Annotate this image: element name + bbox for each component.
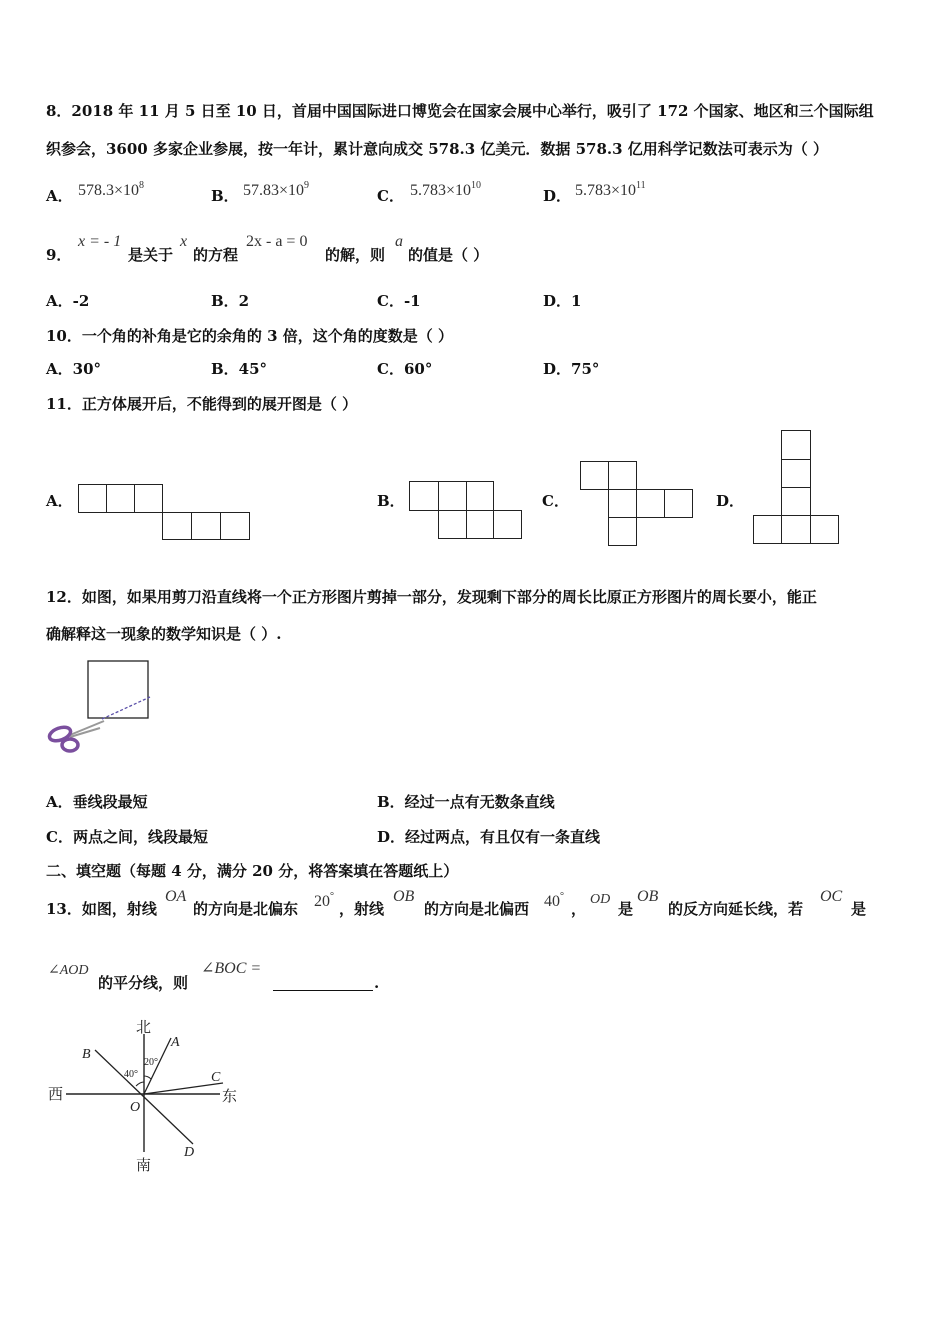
label-c: C bbox=[211, 1070, 221, 1085]
q11-option-b-label: B． bbox=[377, 492, 405, 510]
q13-text-num: 13．如图，射线 bbox=[46, 900, 157, 918]
q10-option-c: C．60° bbox=[377, 360, 433, 378]
q8-option-a-value: $578.3\times 10^8$ bbox=[78, 180, 145, 199]
net-b-square bbox=[438, 510, 467, 539]
net-d-square bbox=[810, 515, 839, 544]
q9-option-a: A．-2 bbox=[46, 292, 90, 310]
net-d-square bbox=[753, 515, 782, 544]
q13-period: . bbox=[374, 974, 380, 992]
q13-text-5: 是 bbox=[618, 900, 634, 918]
net-c-square bbox=[608, 461, 637, 490]
label-west: 西 bbox=[48, 1085, 64, 1103]
q13-math-20: 20° bbox=[314, 891, 334, 910]
section-heading: 二、填空题（每题 4 分，满分 20 分，将答案填在答题纸上） bbox=[46, 862, 459, 880]
q8-option-b-value: $57.83\times 10^9$ bbox=[243, 180, 310, 199]
net-d-square bbox=[781, 515, 811, 544]
label-south: 南 bbox=[136, 1156, 152, 1174]
q13-text-3: 的方向是北偏西 bbox=[424, 900, 530, 918]
label-east: 东 bbox=[222, 1087, 238, 1105]
q12-option-b: B．经过一点有无数条直线 bbox=[377, 793, 555, 811]
q13-text-1: 的方向是北偏东 bbox=[193, 900, 299, 918]
angle-arc-40 bbox=[136, 1082, 144, 1086]
net-d-square bbox=[781, 459, 811, 488]
q8-option-a-label: A． bbox=[46, 187, 73, 205]
net-b-square bbox=[438, 481, 467, 511]
net-d-square bbox=[781, 430, 811, 460]
net-a-square bbox=[78, 484, 107, 513]
net-d-square bbox=[781, 487, 811, 516]
net-b-square bbox=[409, 481, 439, 511]
net-c-square bbox=[636, 489, 665, 518]
net-a-square bbox=[162, 512, 192, 540]
q12-scissors-figure bbox=[40, 655, 160, 765]
q13-math-oa: OA bbox=[165, 888, 187, 905]
q9-math-a: a bbox=[395, 233, 403, 250]
q12-stem-line2: 确解释这一现象的数学知识是（ ）. bbox=[46, 625, 282, 643]
net-a-square bbox=[191, 512, 221, 540]
q13-math-angle-boc: ∠BOC = bbox=[201, 960, 262, 977]
q8-option-c-value: $5.783\times 10^{10}$ bbox=[410, 180, 482, 199]
q11-stem: 11．正方体展开后，不能得到的展开图是（ ） bbox=[46, 395, 358, 413]
q9-number: 9． bbox=[46, 246, 72, 264]
net-b-square bbox=[493, 510, 522, 539]
q11-option-a-label: A． bbox=[46, 492, 73, 510]
net-b-square bbox=[466, 481, 494, 511]
square-picture bbox=[88, 661, 148, 718]
q8-stem-line1: 8．2018 年 11 月 5 日至 10 日，首届中国国际进口博览会在国家会展中心举行，吸引了 172 个国家、地区和三个国际组 bbox=[46, 102, 874, 120]
q9-math-x: x bbox=[180, 233, 188, 250]
q13-text-6: 的反方向延长线，若 bbox=[668, 900, 804, 918]
q13-math-od: OD bbox=[590, 892, 611, 907]
q13-text-7: 是 bbox=[851, 900, 867, 918]
q13-text-8: 的平分线，则 bbox=[98, 974, 189, 992]
net-a-square bbox=[106, 484, 135, 513]
q10-stem: 10．一个角的补角是它的余角的 3 倍，这个角的度数是（ ） bbox=[46, 327, 453, 345]
label-d: D bbox=[184, 1145, 195, 1160]
label-angle-20: 20° bbox=[144, 1057, 158, 1068]
q12-option-d: D．经过两点，有且仅有一条直线 bbox=[377, 828, 601, 846]
cut-line bbox=[102, 697, 150, 719]
q9-text-2: 的方程 bbox=[193, 246, 239, 264]
net-a-square bbox=[134, 484, 163, 513]
q13-answer-blank[interactable] bbox=[273, 972, 373, 991]
q9-math-equation: 2x - a = 0 bbox=[246, 233, 308, 250]
label-o: O bbox=[130, 1100, 141, 1115]
q9-text-4: 的值是（ ） bbox=[408, 246, 489, 264]
q10-option-a: A．30° bbox=[46, 360, 102, 378]
q13-compass-figure bbox=[40, 1010, 250, 1180]
q13-math-ob: OB bbox=[393, 888, 415, 905]
q9-math-x-eq: x = - 1 bbox=[78, 233, 122, 250]
q10-option-b: B．45° bbox=[211, 360, 268, 378]
q10-option-d: D．75° bbox=[543, 360, 600, 378]
scissors-icon bbox=[48, 721, 104, 751]
q8-option-d-label: D． bbox=[543, 187, 572, 205]
q13-math-angle-aod: ∠AOD bbox=[48, 963, 89, 978]
q9-option-c: C．-1 bbox=[377, 292, 421, 310]
q11-option-c-label: C． bbox=[542, 492, 569, 510]
q9-text-3: 的解，则 bbox=[325, 246, 386, 264]
net-b-square bbox=[466, 510, 494, 539]
net-c-square bbox=[664, 489, 693, 518]
q9-text-1: 是关于 bbox=[128, 246, 174, 264]
net-c-square bbox=[608, 517, 637, 546]
q12-option-c: C．两点之间，线段最短 bbox=[46, 828, 208, 846]
net-a-square bbox=[220, 512, 250, 540]
q8-stem-line2: 织参会，3600 多家企业参展，按一年计，累计意向成交 578.3 亿美元．数据 578.3 亿用科学记数法可表示为（ ） bbox=[46, 140, 829, 158]
label-a: A bbox=[171, 1035, 180, 1050]
label-angle-40: 40° bbox=[124, 1069, 138, 1080]
label-b: B bbox=[82, 1047, 91, 1062]
q13-text-2: ，射线 bbox=[339, 900, 385, 918]
q9-option-d: D．1 bbox=[543, 292, 582, 310]
q8-option-b-label: B． bbox=[211, 187, 239, 205]
label-north: 北 bbox=[136, 1018, 152, 1036]
q9-option-b: B．2 bbox=[211, 292, 250, 310]
q13-text-4: ， bbox=[571, 900, 587, 918]
q12-option-a: A．垂线段最短 bbox=[46, 793, 148, 811]
net-c-square bbox=[608, 489, 637, 518]
q11-option-d-label: D． bbox=[716, 492, 745, 510]
q13-math-40: 40° bbox=[544, 891, 564, 910]
q13-math-ob-2: OB bbox=[637, 888, 659, 905]
q8-option-c-label: C． bbox=[377, 187, 404, 205]
q12-stem-line1: 12．如图，如果用剪刀沿直线将一个正方形图片剪掉一部分，发现剩下部分的周长比原正方形图片的周长要小，能正 bbox=[46, 588, 817, 606]
q13-math-oc: OC bbox=[820, 888, 843, 905]
q8-option-d-value: $5.783\times 10^{11}$ bbox=[575, 180, 646, 199]
net-c-square bbox=[580, 461, 609, 490]
angle-arc-20 bbox=[144, 1076, 151, 1079]
